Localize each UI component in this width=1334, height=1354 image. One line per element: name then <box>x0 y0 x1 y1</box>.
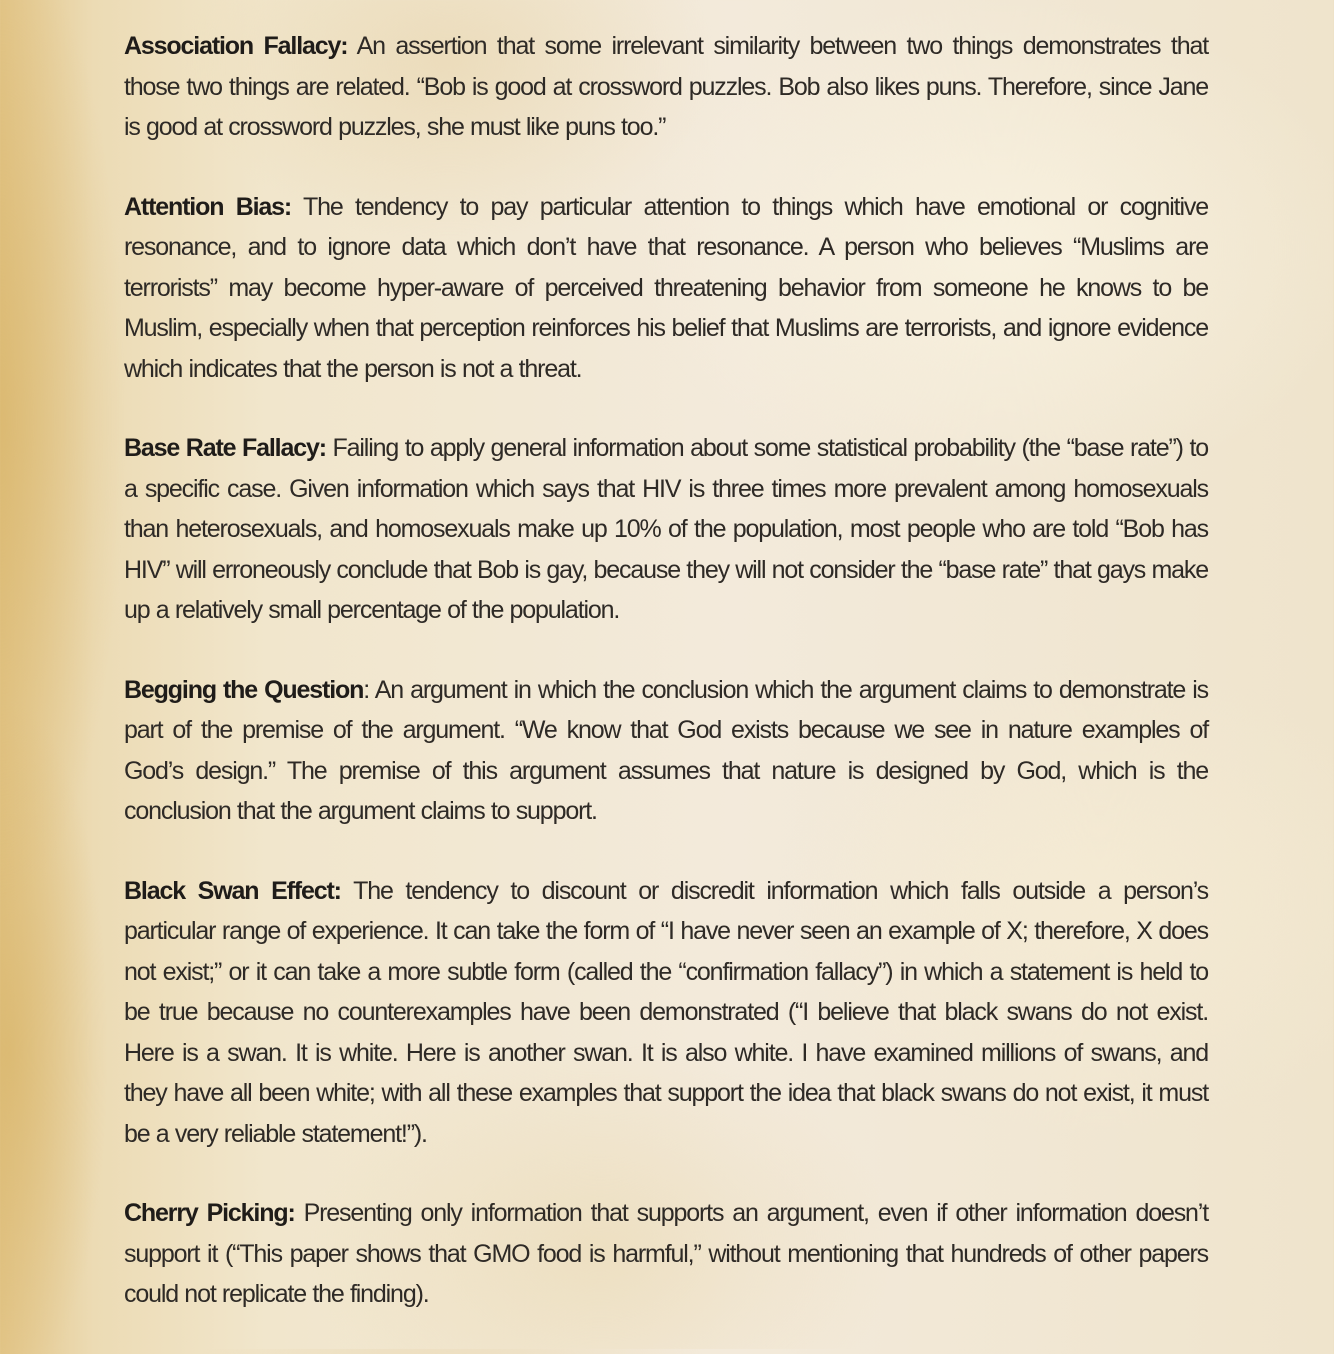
definition: An assertion that some irrelevant similarity between two things demonstrates that those two things are related. “Bob is good at crossword puzzles. Bob also likes puns. Therefore, since Jane is good at crossword puzzles, she must like puns too.” <box>124 32 1208 141</box>
entry-base-rate-fallacy <box>124 428 1208 631</box>
entry-black-swan-effect <box>124 871 1208 1155</box>
definition: The tendency to pay particular attention to things which have emotional or cognitive resonance, and to ignore data which don’t have that resonance. A person who believes “Muslims are terrorists” may become hyper-aware of perceived threatening behavior from someone he knows to be Muslim, especially when that perception reinforces his belief that Muslims are terrorists, and ignore evidence which indicates that the person is not a threat. <box>124 192 1208 383</box>
term: Cherry Picking: <box>124 1199 295 1227</box>
term: Association Fallacy: <box>124 32 348 60</box>
entry-association-fallacy <box>124 26 1208 148</box>
definition: Presenting only information that supports an argument, even if other information doesn’t support it (“This paper shows that GMO food is harmful,” without mentioning that hundreds of other papers could not replicate the finding). <box>124 1199 1209 1308</box>
entry-begging-the-question <box>124 670 1208 832</box>
definition: The tendency to discount or discredit information which falls outside a person’s particular range of experience. It can take the form of “I have never seen an example of X; therefore, X does not exist;” or it can take a more subtle form (called the “confirmation fallacy”) in which a statement is held to be true because no counterexamples have been demonstrated (“I believe that black swans do not exist. Here is a swan. It is white. Here is another swan. It is also white. I have examined millions of swans, and they have all been white; with all these examples that support the idea that black swans do not exist, it must be a very reliable statement!”). <box>124 876 1209 1148</box>
term: Attention Bias: <box>124 192 292 221</box>
term: Base Rate Fallacy: <box>124 434 326 462</box>
entry-attention-bias <box>124 187 1208 390</box>
definition: : An argument in which the conclusion which the argument claims to demonstrate is part of the premise of the argument. “We know that God exists because we see in nature examples of God’s design.” The premise of this argument assumes that nature is designed by God, which is the conclusion that the argument claims to support. <box>124 675 1209 825</box>
glossary-text <box>124 26 1208 1354</box>
term: Black Swan Effect: <box>124 876 341 905</box>
definition: Failing to apply general information about some statistical probability (the “base rate”) to a specific case. Given information which says that HIV is three times more prevalent among homosexuals than heterosexuals, and homosexuals make up 10% of the population, most people who are told “Bob has HIV” will erroneously conclude that Bob is gay, because they will not consider the “base rate” that gays make up a relatively small percentage of the population. <box>124 434 1208 624</box>
term: Begging the Question <box>124 675 364 704</box>
entry-cherry-picking <box>124 1193 1208 1315</box>
